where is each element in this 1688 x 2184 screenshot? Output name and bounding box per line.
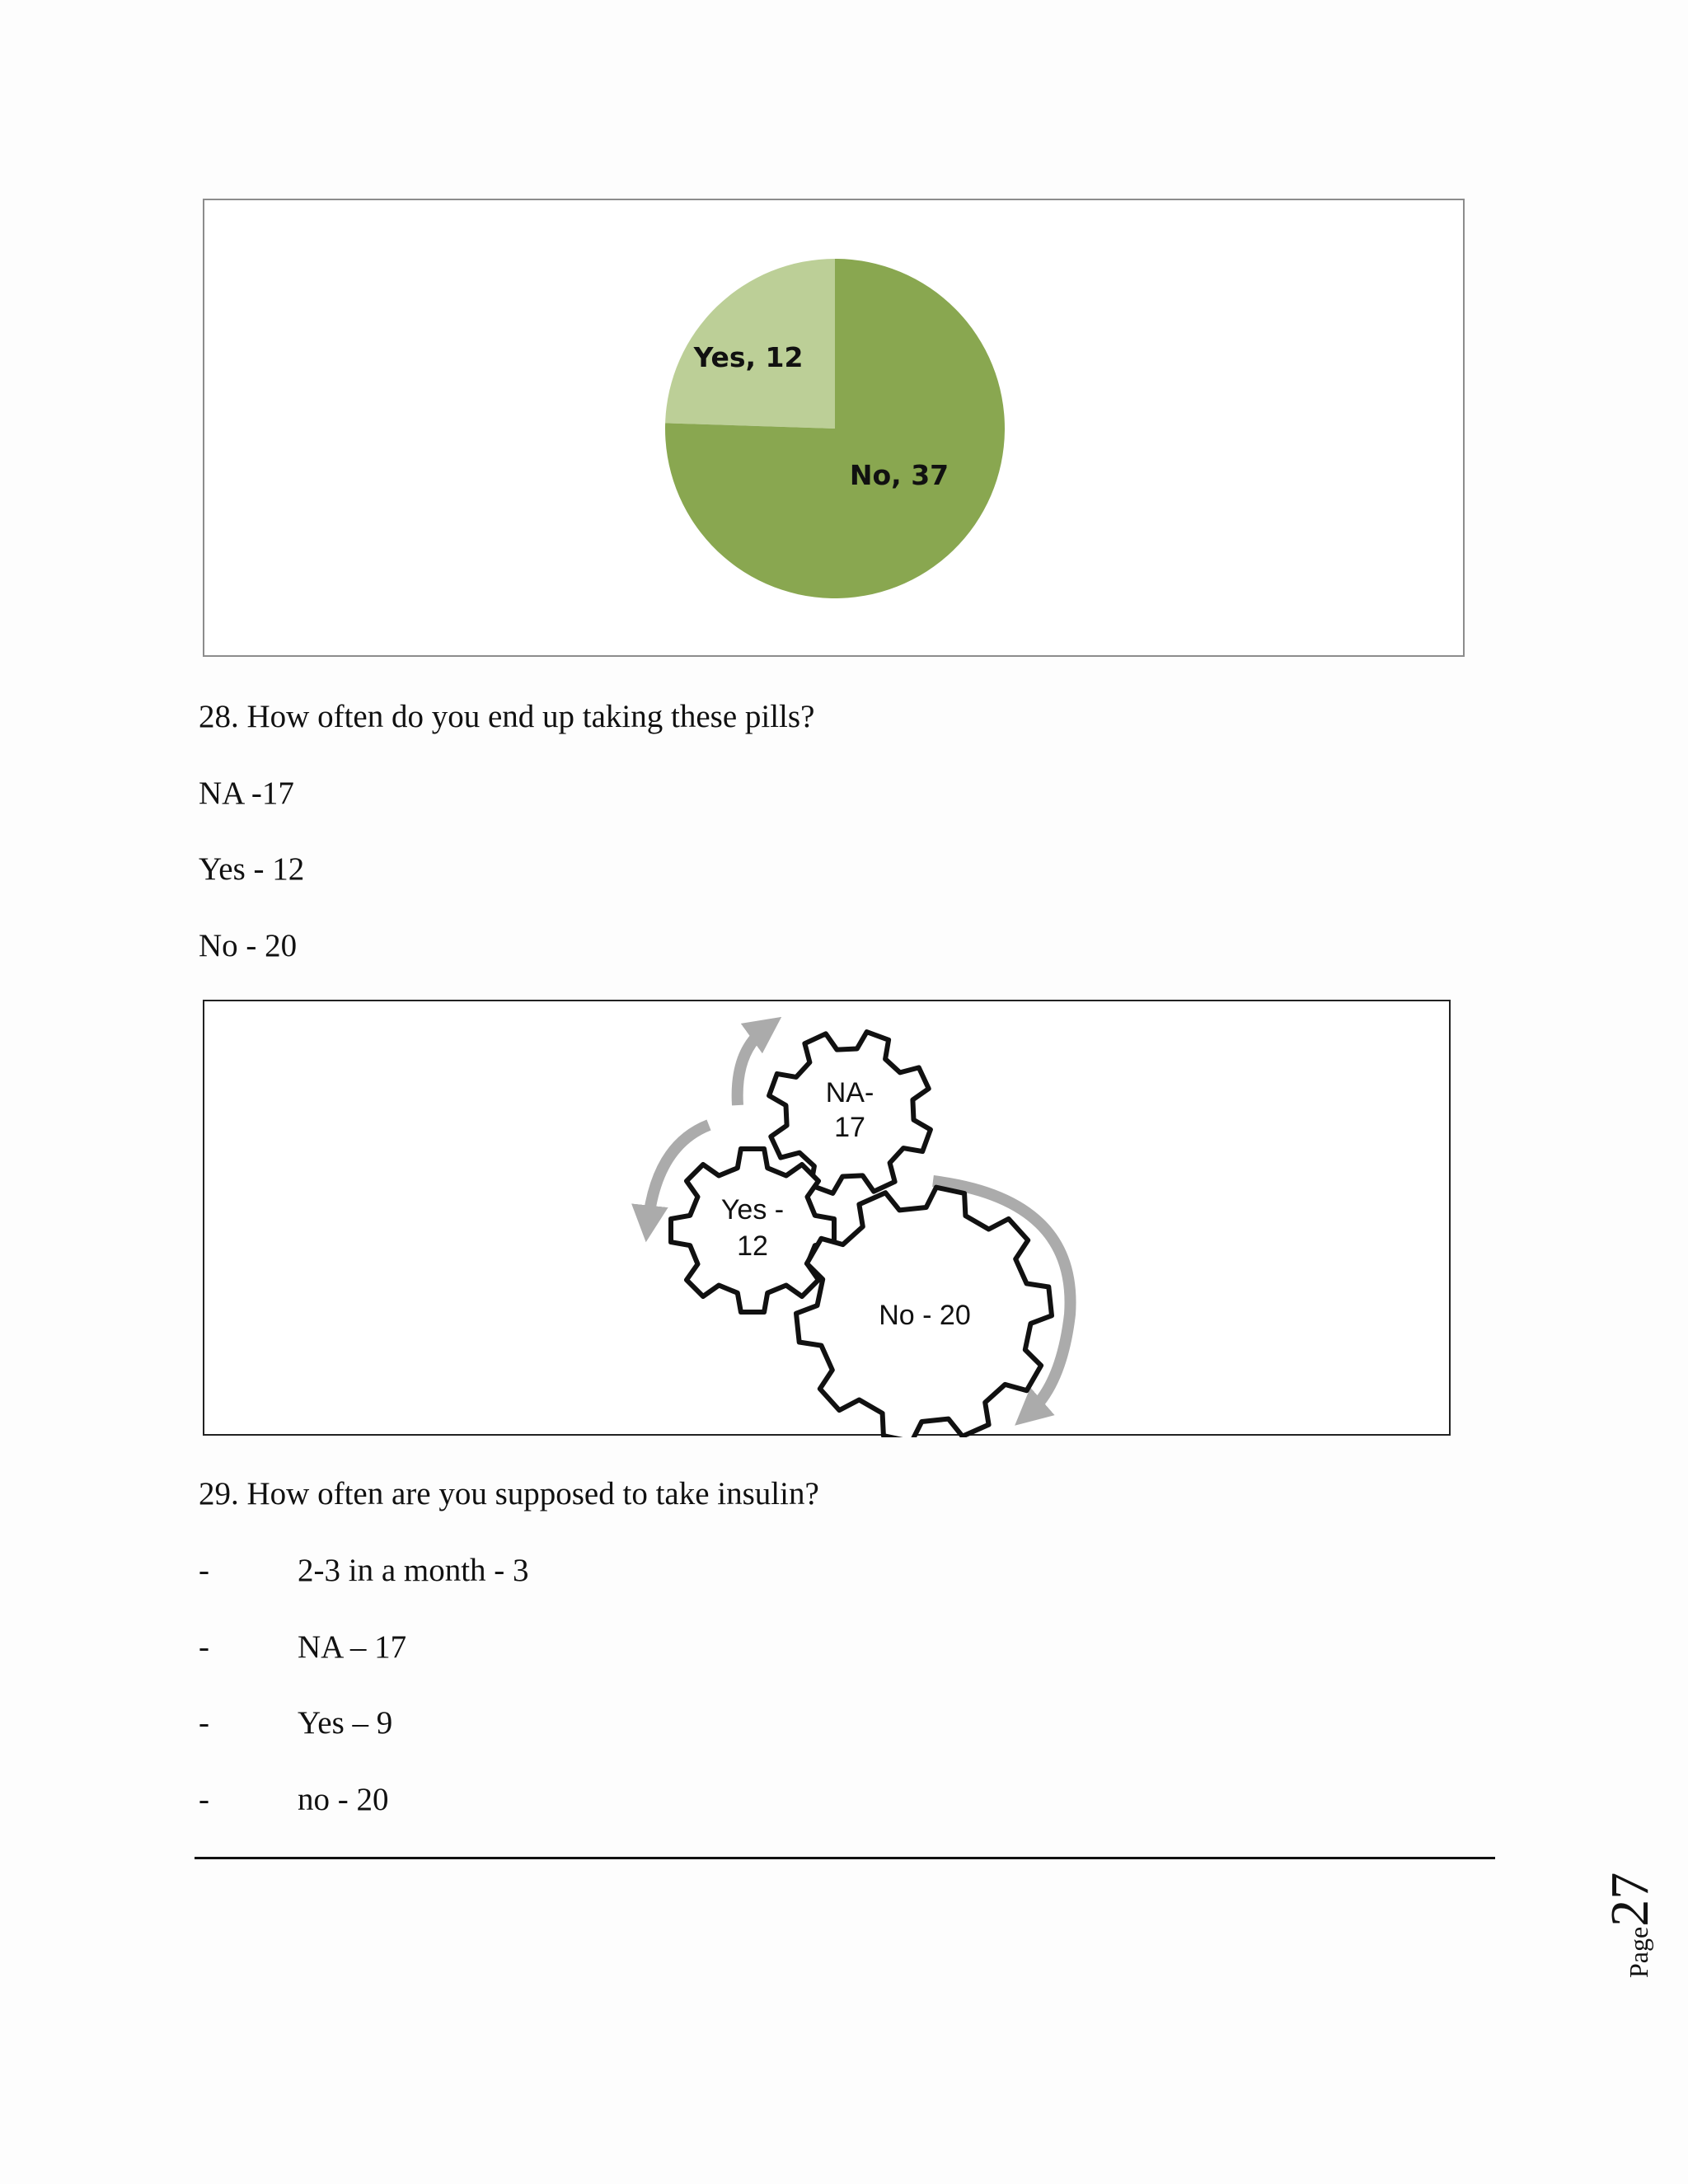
question-28-text: 28. How often do you end up taking these pills? (199, 699, 815, 734)
q29-answer-month: 2-3 in a month - 3 (298, 1553, 529, 1588)
q29-answer-na: NA – 17 (298, 1629, 407, 1665)
gear-yes-label-line2: 12 (737, 1230, 768, 1262)
gear-na-label-line2: 17 (834, 1112, 865, 1143)
pie-chart (204, 200, 1466, 658)
page-number: 27 (1600, 1872, 1660, 1927)
gear-no-label: No - 20 (879, 1300, 971, 1331)
cycle-arrow-top (738, 1028, 767, 1105)
footer-rule (195, 1857, 1495, 1859)
gear-diagram-frame (203, 1000, 1451, 1436)
bullet-dash: - (199, 1782, 209, 1817)
q29-answer-no: no - 20 (298, 1782, 389, 1817)
question-29-text: 29. How often are you supposed to take insulin? (199, 1476, 819, 1511)
q28-answer-na: NA -17 (199, 776, 294, 811)
bullet-dash: - (199, 1629, 209, 1665)
page-number-block (1566, 1846, 1660, 1978)
bullet-dash: - (199, 1705, 209, 1741)
pie-data-label-yes: Yes, 12 (693, 341, 804, 373)
gear-na-label-line1: NA- (825, 1077, 874, 1108)
q29-answer-yes: Yes – 9 (298, 1705, 393, 1741)
gear-diagram (204, 1001, 1452, 1437)
q28-answer-no: No - 20 (199, 928, 298, 963)
pie-data-label-no: No, 37 (849, 459, 950, 491)
page-label: Page (1624, 1926, 1653, 1978)
gear-yes-label-line1: Yes - (720, 1194, 785, 1226)
pie-chart-frame (203, 199, 1465, 657)
bullet-dash: - (199, 1553, 209, 1588)
q28-answer-yes: Yes - 12 (199, 851, 305, 887)
